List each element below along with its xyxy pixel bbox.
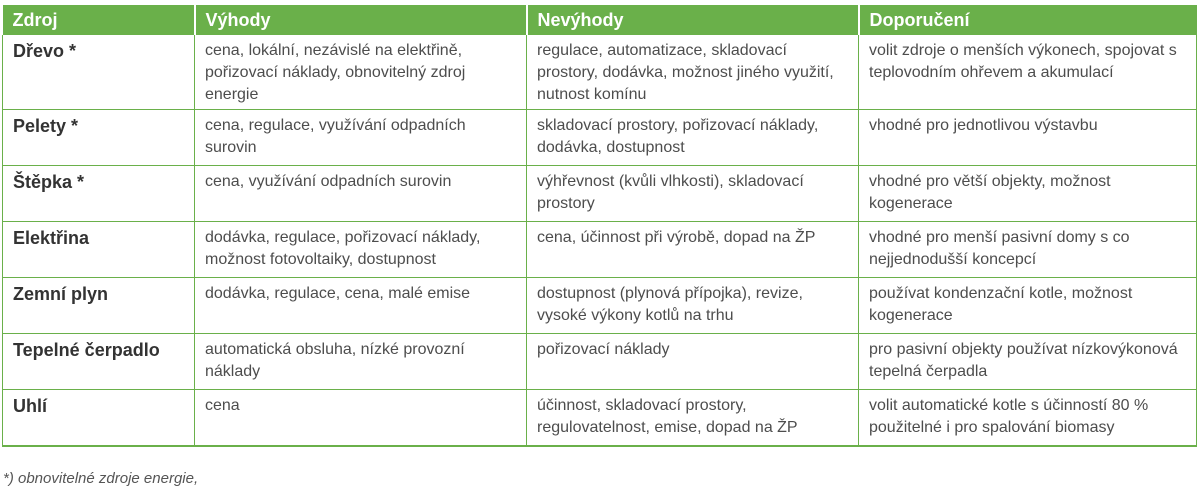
energy-sources-table-container (2, 5, 1196, 447)
cell-doporuceni: používat kondenzační kotle, možnost kogenerace (859, 278, 1197, 334)
cell-doporuceni: vhodné pro menší pasivní domy s co nejjednodušší koncepcí (859, 222, 1197, 278)
cell-nevyhody: pořizovací náklady (527, 334, 859, 390)
table-header-row (3, 5, 1197, 35)
cell-doporuceni: vhodné pro jednotlivou výstavbu (859, 110, 1197, 166)
table-row (3, 278, 1197, 334)
cell-doporuceni: volit automatické kotle s účinností 80 % použitelné i pro spalování biomasy (859, 390, 1197, 446)
cell-zdroj: Uhlí (3, 390, 195, 446)
footnote: *) obnovitelné zdroje energie, (3, 470, 199, 487)
energy-sources-table (2, 5, 1197, 447)
table-row (3, 390, 1197, 446)
cell-zdroj: Štěpka * (3, 166, 195, 222)
cell-vyhody: dodávka, regulace, pořizovací náklady, možnost fotovoltaiky, dostupnost (195, 222, 527, 278)
cell-doporuceni: volit zdroje o menších výkonech, spojovat s teplovodním ohřevem a akumulací (859, 35, 1197, 110)
cell-vyhody: automatická obsluha, nízké provozní náklady (195, 334, 527, 390)
cell-nevyhody: účinnost, skladovací prostory, regulovatelnost, emise, dopad na ŽP (527, 390, 859, 446)
cell-zdroj: Pelety * (3, 110, 195, 166)
cell-nevyhody: skladovací prostory, pořizovací náklady, dodávka, dostupnost (527, 110, 859, 166)
header-zdroj: Zdroj (3, 5, 195, 35)
table-row (3, 166, 1197, 222)
table-row (3, 110, 1197, 166)
table-row (3, 35, 1197, 110)
cell-vyhody: cena (195, 390, 527, 446)
cell-doporuceni: vhodné pro větší objekty, možnost kogenerace (859, 166, 1197, 222)
table-row (3, 334, 1197, 390)
cell-nevyhody: dostupnost (plynová přípojka), revize, vysoké výkony kotlů na trhu (527, 278, 859, 334)
cell-zdroj: Elektřina (3, 222, 195, 278)
table-row (3, 222, 1197, 278)
cell-zdroj: Zemní plyn (3, 278, 195, 334)
header-nevyhody: Nevýhody (527, 5, 859, 35)
cell-doporuceni: pro pasivní objekty používat nízkovýkonová tepelná čerpadla (859, 334, 1197, 390)
cell-nevyhody: výhřevnost (kvůli vlhkosti), skladovací prostory (527, 166, 859, 222)
cell-vyhody: cena, využívání odpadních surovin (195, 166, 527, 222)
cell-nevyhody: regulace, automatizace, skladovací prostory, dodávka, možnost jiného využití, nutnost komínu (527, 35, 859, 110)
cell-vyhody: dodávka, regulace, cena, malé emise (195, 278, 527, 334)
cell-vyhody: cena, lokální, nezávislé na elektřině, pořizovací náklady, obnovitelný zdroj energie (195, 35, 527, 110)
header-vyhody: Výhody (195, 5, 527, 35)
cell-vyhody: cena, regulace, využívání odpadních surovin (195, 110, 527, 166)
header-doporuceni: Doporučení (859, 5, 1197, 35)
cell-zdroj: Tepelné čerpadlo (3, 334, 195, 390)
cell-zdroj: Dřevo * (3, 35, 195, 110)
cell-nevyhody: cena, účinnost při výrobě, dopad na ŽP (527, 222, 859, 278)
